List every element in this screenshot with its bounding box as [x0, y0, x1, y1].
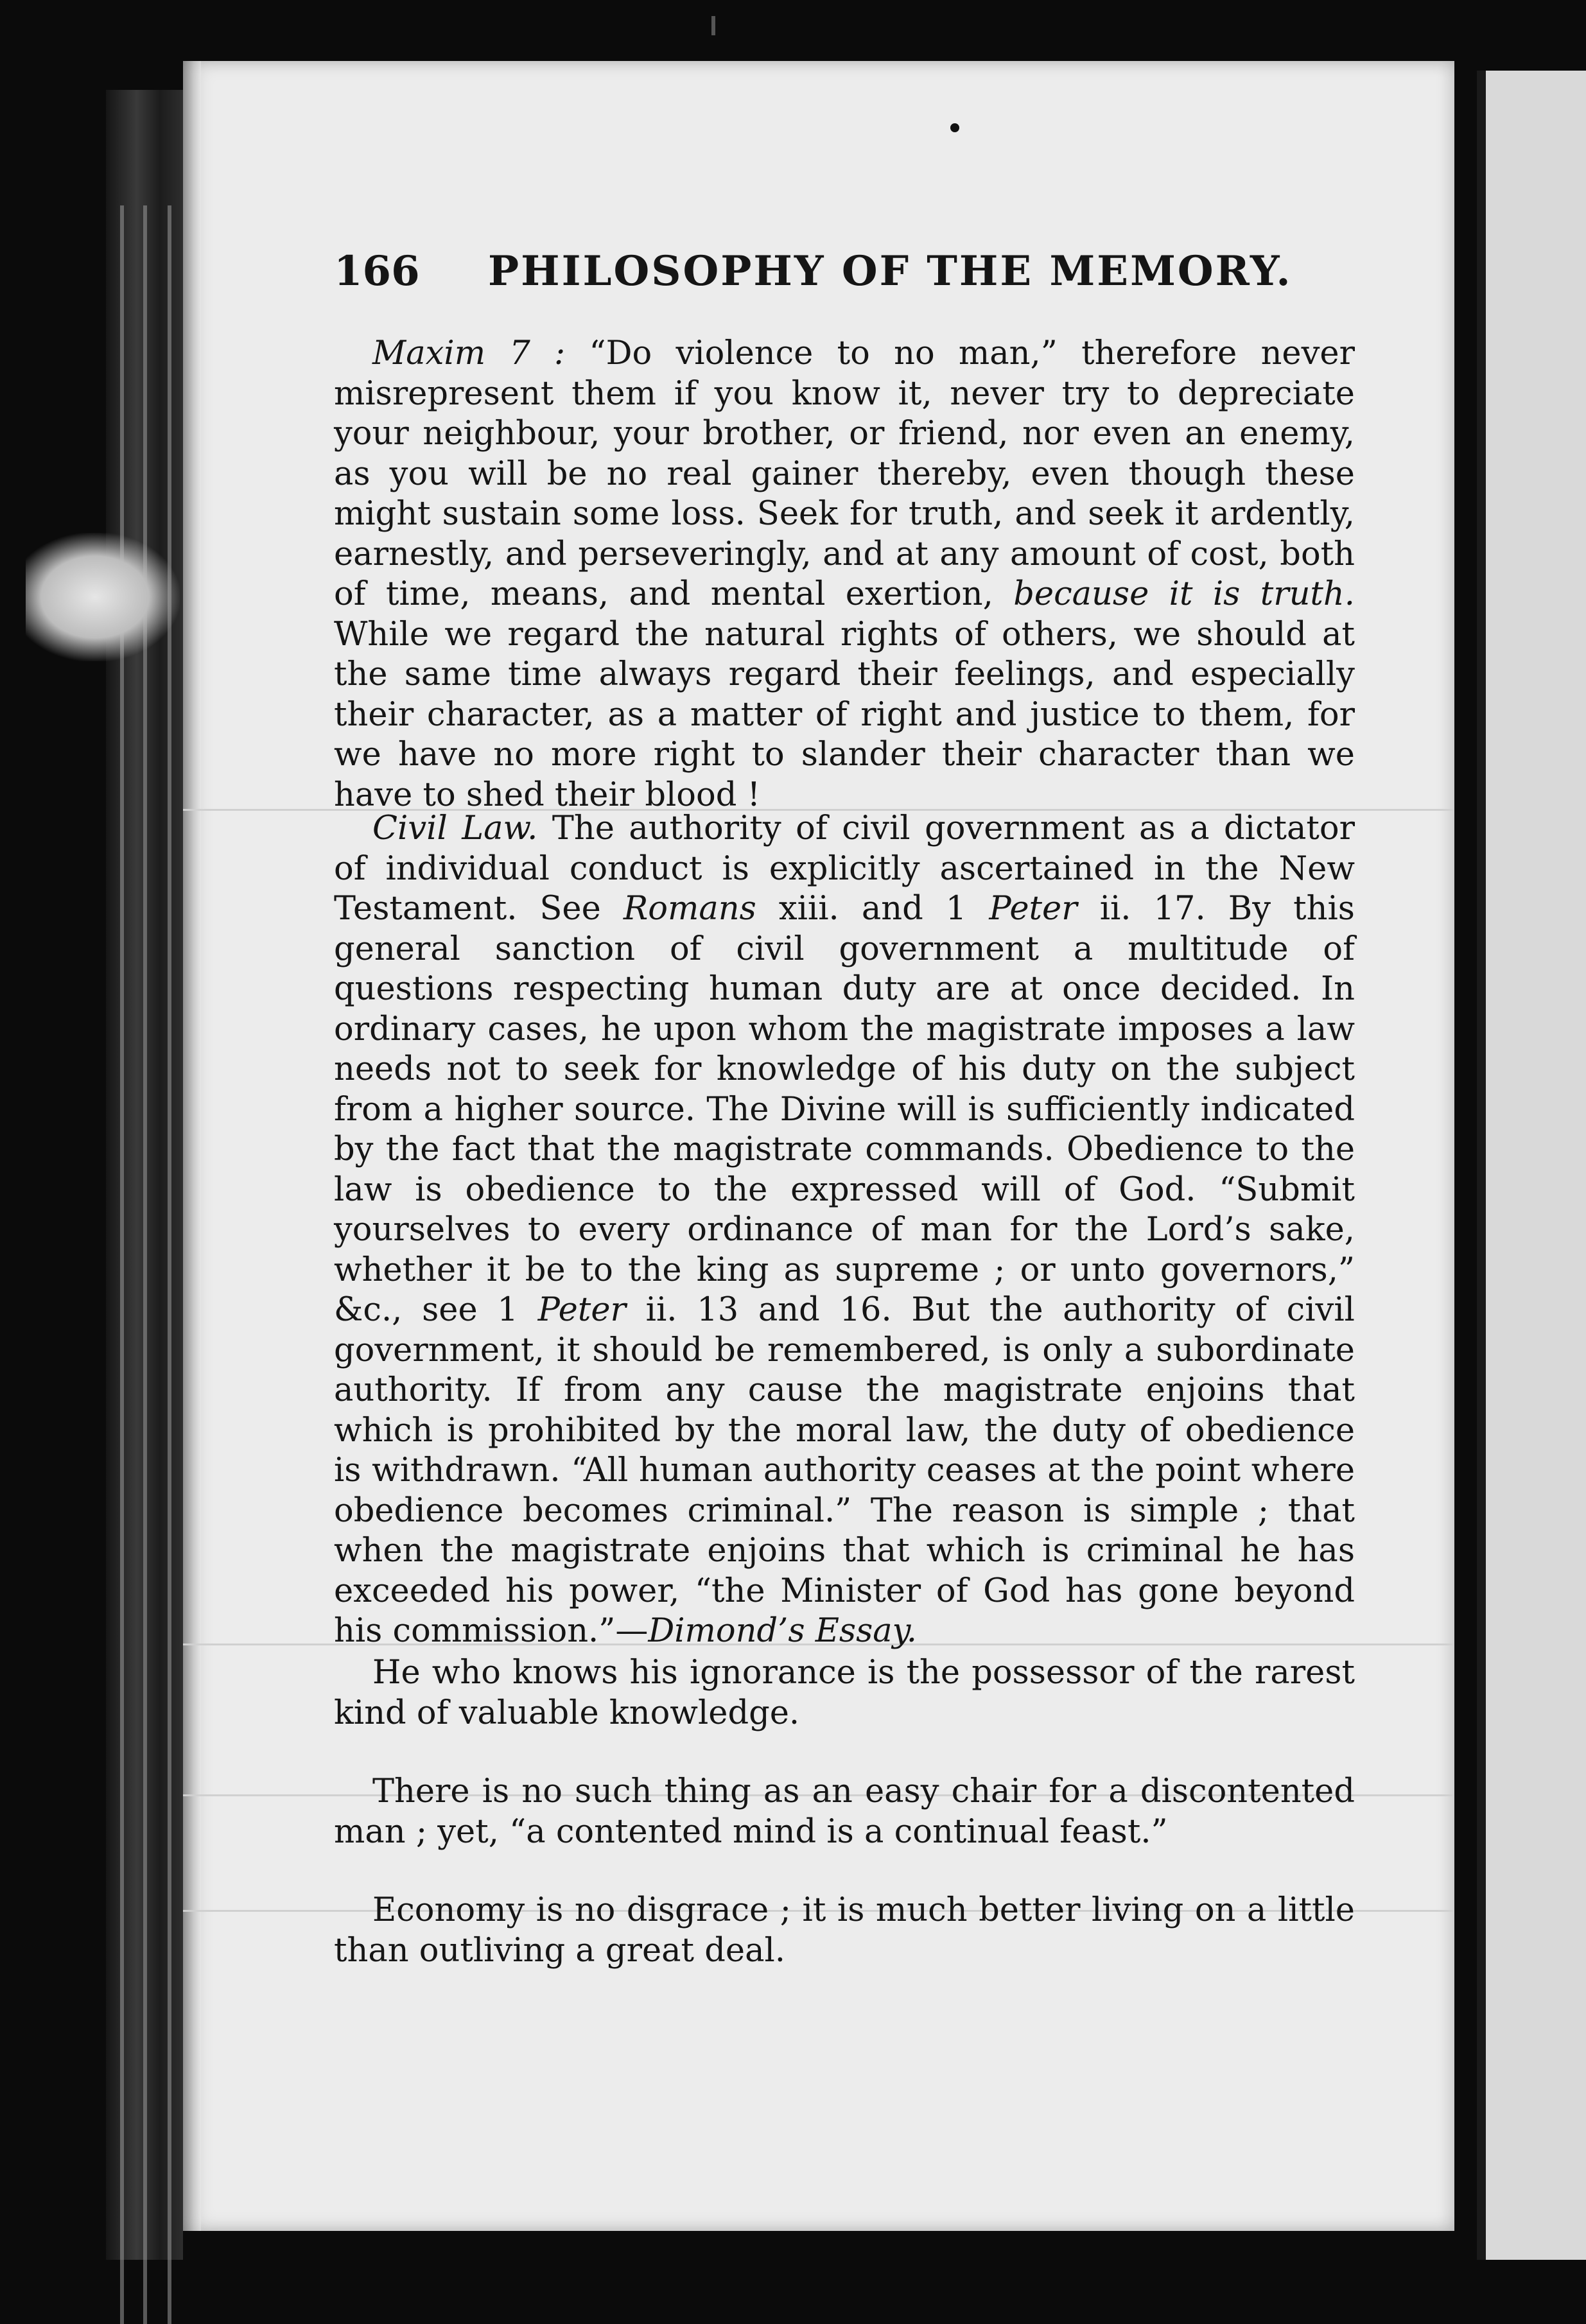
page-header — [334, 247, 1293, 305]
scripture-ref: Peter — [989, 890, 1077, 928]
ink-dot — [950, 123, 959, 132]
gutter-shadow — [183, 61, 201, 2231]
paragraph-text: While we regard the natural rights of others, we should at the same time always regard their feelings, and especially their character, as a matter of right and justice to them, for we have no more right to slander their character than we have to shed their blood ! — [334, 615, 1355, 814]
page-number: 166 — [334, 247, 420, 295]
spine-line — [120, 205, 124, 2324]
emphasis-text: because it is truth. — [1013, 575, 1355, 613]
spine-line — [143, 205, 147, 2324]
page-edge-rule — [1477, 71, 1486, 2260]
paragraph-text: Economy is no disgrace ; it is much better living on a little than outliving a great deal. — [334, 1891, 1355, 1970]
paragraph-civil-law — [334, 809, 1355, 1652]
book-spine — [106, 90, 183, 2260]
paragraph-text: “Do violence to no man,” therefore never misrepresent them if you know it, never try to depreciate your neighbour, your brother, or friend, nor even an enemy, as you will be no real gainer thereby, even though these might sustain some loss. Seek for truth, and seek it ardently, earnestly, and perseveringly, and at any amount of cost, both of time, means, and mental exertion, — [334, 334, 1355, 613]
paragraph-text: ii. 13 and 16. But the authority of civil government, it should be remembered, is only a subordinate authority. If from any cause the magistrate enjoins that which is prohibited by the moral law, the duty of obedience is withdrawn. “All human authority ceases at the point where obedience becomes criminal.” The reason is simple ; that when the magistrate enjoins that which is criminal he has exceeded his power, “the Minister of God has gone beyond his commission.”— — [334, 1291, 1355, 1650]
paragraph-text: He who knows his ignorance is the possessor of the rarest kind of valuable knowledge. — [334, 1654, 1355, 1732]
paragraph-maxim-7 — [334, 334, 1355, 815]
paragraph-text: xiii. and 1 — [756, 890, 989, 928]
citation-source: Dimond’s Essay. — [648, 1612, 917, 1650]
paragraph-text: ii. 17. By this general sanction of civil government a multitude of questions respecting human duty are at once decided. In ordinary cases, he upon whom the magistrate imposes a law needs not to seek for knowledge of his duty on the subject from a higher source. The Divine will is sufficiently indicated by the fact that the magistrate commands. Obedience to the law is obedience to the expressed will of God. “Submit yourselves to every ordinance of man for the Lord’s sake, whether it be to the king as supreme ; or unto governors,” &c., see 1 — [334, 890, 1355, 1329]
paragraph-easy-chair — [334, 1772, 1355, 1852]
paragraph-ignorance — [334, 1653, 1355, 1733]
paragraph-text: The authority of civil government as a dictator of individual conduct is explicitly ascertained in the New Testament. See — [334, 810, 1355, 928]
section-label: Civil Law. — [372, 810, 538, 847]
paragraph-text: There is no such thing as an easy chair for a discontented man ; yet, “a contented mind is a continual feast.” — [334, 1773, 1355, 1851]
running-head: PHILOSOPHY OF THE MEMORY. — [488, 247, 1293, 295]
top-edge-mark — [711, 16, 715, 35]
scripture-ref: Peter — [537, 1291, 626, 1329]
scripture-ref: Romans — [623, 890, 756, 928]
paragraph-economy — [334, 1891, 1355, 1971]
adjacent-page-edge — [1477, 71, 1586, 2260]
spine-line — [168, 205, 171, 2324]
maxim-label: Maxim 7 : — [372, 334, 566, 372]
paper-smudge — [26, 533, 180, 661]
